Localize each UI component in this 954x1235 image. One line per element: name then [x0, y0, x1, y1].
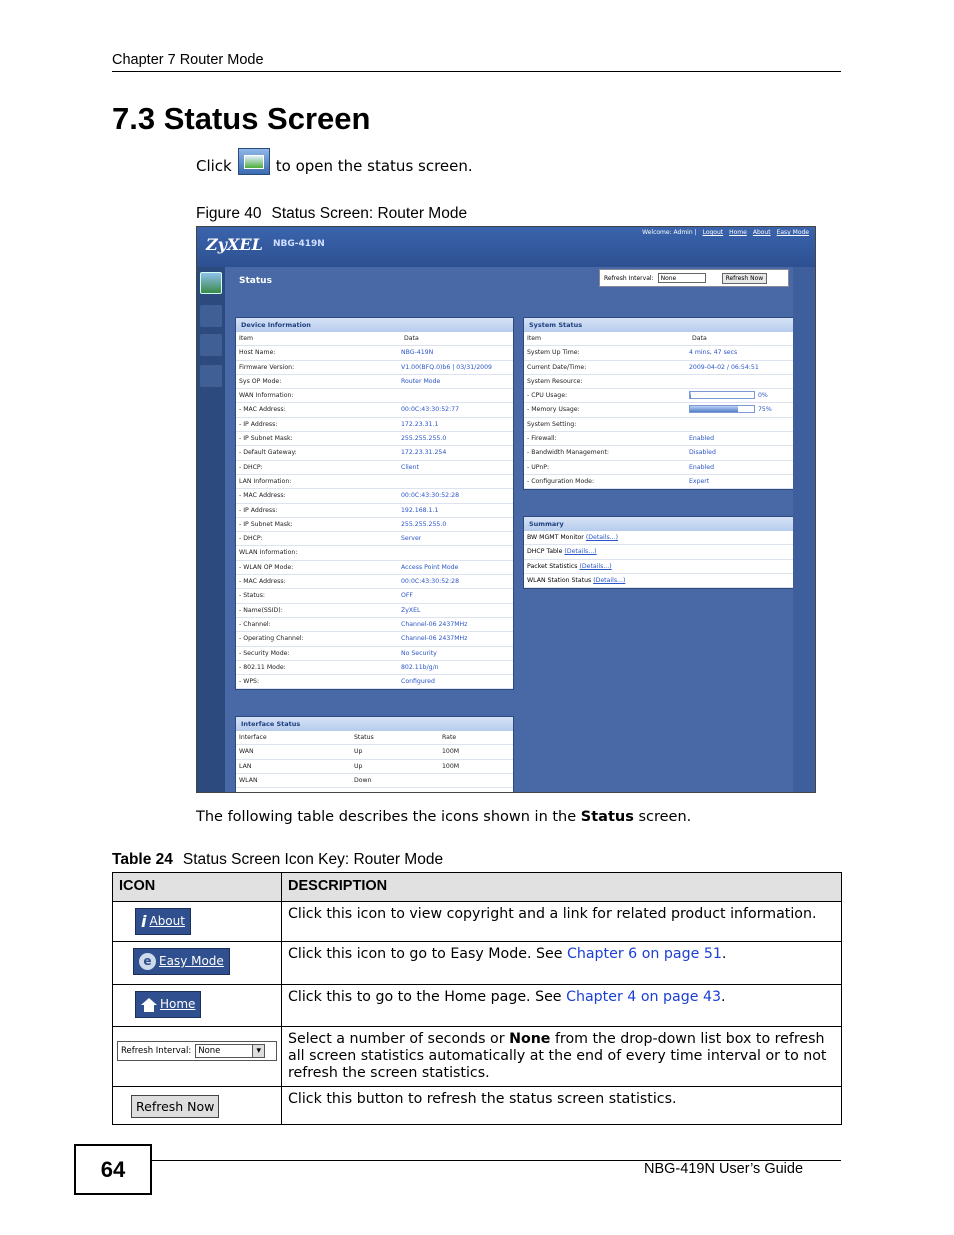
interface-cell: WAN [239, 748, 254, 756]
device-info-key: - WLAN OP Mode: [239, 563, 294, 571]
device-info-row [236, 546, 513, 560]
device-info-value: Client [401, 463, 419, 471]
device-info-key: - MAC Address: [239, 578, 286, 586]
refresh-interval-dropdown: None ▾ [195, 1044, 265, 1058]
status-screen-icon [238, 148, 270, 175]
system-status-key: - UPnP: [527, 463, 550, 471]
interface-cell: 100M [442, 762, 460, 770]
device-info-key: - IP Subnet Mask: [239, 520, 293, 528]
system-status-key: - Configuration Mode: [527, 477, 595, 485]
device-info-row [236, 403, 513, 417]
refresh-interval-control: Refresh Interval: None ▾ [117, 1041, 277, 1061]
system-status-title: System Status [524, 318, 801, 332]
device-info-value: 00:0C:43:30:52:28 [401, 578, 460, 586]
device-info-row [236, 361, 513, 375]
refresh-now-description: Click this button to refresh the status screen statistics. [282, 1087, 842, 1125]
device-info-key: WLAN Information: [239, 549, 298, 557]
usage-bar [689, 391, 755, 399]
device-info-value: 00:0C:43:30:52:28 [401, 492, 460, 500]
system-status-value [689, 403, 772, 416]
col-desc-header: DESCRIPTION [282, 873, 842, 902]
device-info-value: Server [401, 535, 422, 543]
device-info-key: Sys OP Mode: [239, 377, 282, 385]
table-intro: The following table describes the icons shown in the Status screen. [196, 809, 692, 825]
summary-row [524, 545, 801, 559]
device-info-key: - WPS: [239, 678, 260, 686]
status-heading: Status [239, 276, 272, 286]
device-info-value: V1.00(BFQ.0)b6 | 03/31/2009 [401, 363, 492, 371]
header-rule [112, 71, 841, 72]
interface-row [236, 745, 513, 759]
device-info-row [236, 589, 513, 603]
table-row [113, 902, 842, 942]
refresh-interval-box [599, 269, 789, 287]
interface-cell: Down [354, 776, 372, 784]
refresh-interval-label: Refresh Interval: [604, 274, 654, 282]
summary-row [524, 574, 801, 588]
interface-cell [439, 774, 442, 787]
home-link[interactable]: Home [729, 229, 747, 236]
device-info-value: NBG-419N [401, 349, 434, 357]
table-row [113, 942, 842, 985]
system-status-value [689, 389, 768, 402]
device-info-row [236, 375, 513, 389]
config-nav-icon[interactable] [200, 334, 222, 356]
summary-panel [523, 516, 802, 589]
device-info-value: 00:0C:43:30:52:77 [401, 406, 460, 414]
easy-mode-link[interactable]: Easy Mode [776, 229, 809, 236]
system-status-key: System Up Time: [527, 349, 580, 357]
table-label: Table 24 [112, 851, 173, 868]
system-status-key: - CPU Usage: [527, 392, 568, 400]
device-info-key: - Security Mode: [239, 649, 290, 657]
device-info-key: - Default Gateway: [239, 449, 297, 457]
model-name: NBG-419N [273, 239, 325, 249]
device-info-key: Firmware Version: [239, 363, 295, 371]
device-info-row [236, 389, 513, 403]
usage-bar [689, 405, 755, 413]
device-info-key: WAN Information: [239, 392, 294, 400]
status-nav-icon[interactable] [200, 272, 222, 294]
screenshot-topbar [197, 227, 815, 267]
summary-key: WLAN Station Status [527, 576, 594, 584]
device-info-value: 255.255.255.0 [401, 520, 447, 528]
device-info-key: LAN Information: [239, 477, 292, 485]
device-info-row [236, 346, 513, 360]
device-info-key: - MAC Address: [239, 492, 286, 500]
system-status-value: 4 mins, 47 secs [689, 349, 738, 357]
device-info-value: Access Point Mode [401, 563, 459, 571]
summary-row [524, 531, 801, 545]
logout-link[interactable]: Logout [702, 229, 724, 236]
status-screenshot [196, 226, 816, 793]
device-info-row [236, 661, 513, 675]
device-info-key: - IP Address: [239, 420, 278, 428]
system-status-panel [523, 317, 802, 490]
interface-status-panel [235, 716, 514, 793]
interface-cell: Up [354, 762, 363, 770]
chapter-6-link[interactable]: Chapter 6 on page 51 [566, 946, 722, 962]
device-info-title: Device Information [236, 318, 513, 332]
home-button: Home [135, 991, 201, 1018]
interface-status-header: Interface Status Rate [236, 731, 513, 745]
device-info-value: Configured [401, 678, 435, 686]
system-status-row [524, 346, 801, 360]
device-info-row [236, 461, 513, 475]
device-info-row [236, 418, 513, 432]
intro-line [196, 152, 473, 179]
summary-row [524, 560, 801, 574]
device-info-row [236, 575, 513, 589]
system-status-key: System Resource: [527, 377, 583, 385]
details-link[interactable]: (Details...) [585, 534, 619, 541]
footer-guide-title: NBG-419N User’s Guide [644, 1161, 804, 1177]
figure-label: Figure 40 [196, 205, 262, 222]
refresh-now-button[interactable]: Refresh Now [722, 273, 768, 284]
device-info-row [236, 489, 513, 503]
status-word: Status [580, 809, 634, 825]
device-info-value: Channel-06 2437MHz [401, 620, 468, 628]
interface-status-title: Interface Status [236, 717, 513, 731]
about-button: i About [135, 908, 191, 935]
system-status-key: - Firewall: [527, 435, 557, 443]
refresh-interval-description: Select a number of seconds or None from the drop-down list box to refresh all screen statistics automatically at the end of every time interval or to not refresh the screen statistics. [282, 1027, 842, 1087]
chapter-header: Chapter 7 Router Mode [112, 52, 264, 68]
system-status-row [524, 461, 801, 475]
table-caption [112, 851, 443, 869]
device-info-row [236, 561, 513, 575]
system-status-value: Disabled [689, 449, 716, 457]
device-info-value: OFF [401, 592, 413, 600]
system-status-row [524, 403, 801, 417]
device-info-row [236, 647, 513, 661]
device-info-header: Item Data [236, 332, 513, 346]
device-info-key: - Operating Channel: [239, 635, 304, 643]
device-info-value: 192.168.1.1 [401, 506, 439, 514]
device-info-row [236, 504, 513, 518]
table-row [113, 985, 842, 1027]
refresh-interval-select[interactable]: None [658, 273, 706, 283]
system-status-row [524, 389, 801, 403]
interface-row [236, 760, 513, 774]
easy-mode-icon: e [139, 953, 156, 970]
zyxel-logo: ZyXEL [206, 235, 263, 254]
summary-title: Summary [524, 517, 801, 531]
about-description: Click this icon to view copyright and a link for related product information. [282, 902, 842, 942]
device-info-key: - Status: [239, 592, 266, 600]
top-links [642, 229, 809, 236]
table-title: Status Screen Icon Key: Router Mode [182, 851, 444, 868]
device-info-value: 255.255.255.0 [401, 435, 447, 443]
about-link[interactable]: About [752, 229, 771, 236]
usage-bar-fill [690, 392, 691, 398]
device-info-value: No Security [401, 649, 437, 657]
details-link[interactable]: (Details...) [593, 576, 626, 584]
device-info-key: - DHCP: [239, 535, 263, 543]
system-status-value: Enabled [689, 435, 715, 443]
device-info-key: - Channel: [239, 620, 271, 628]
about-icon: i [141, 912, 147, 931]
device-info-value: 802.11b/g/n [401, 663, 439, 671]
device-info-key: - IP Address: [239, 506, 278, 514]
home-icon [141, 998, 157, 1012]
screenshot-rightbar [793, 267, 815, 793]
system-status-row [524, 375, 801, 389]
system-status-key: System Setting: [527, 420, 577, 428]
device-info-row [236, 432, 513, 446]
system-status-row [524, 361, 801, 375]
page-number: 64 [74, 1144, 152, 1195]
interface-cell: LAN [239, 762, 252, 770]
device-info-row [236, 475, 513, 489]
device-info-key: - Name(SSID): [239, 606, 283, 614]
device-info-row [236, 446, 513, 460]
section-title: 7.3 Status Screen [112, 101, 371, 136]
system-status-key: Current Date/Time: [527, 363, 587, 371]
system-status-row [524, 418, 801, 432]
usage-percent: 0% [758, 392, 768, 400]
device-info-value: 172.23.31.1 [401, 420, 439, 428]
device-info-value: Channel-06 2437MHz [401, 635, 468, 643]
table-row [113, 1027, 842, 1087]
intro-after: to open the status screen. [275, 156, 473, 175]
device-info-key: - IP Subnet Mask: [239, 435, 293, 443]
table-row [113, 1087, 842, 1125]
device-info-key: - MAC Address: [239, 406, 286, 414]
device-info-key: - 802.11 Mode: [239, 663, 286, 671]
system-status-key: - Memory Usage: [527, 406, 580, 414]
system-status-header: Item Data [524, 332, 801, 346]
interface-cell: 100M [442, 748, 460, 756]
details-link[interactable]: (Details...) [564, 548, 597, 556]
device-info-value: ZyXEL [401, 606, 421, 614]
intro-before: Click [196, 156, 232, 175]
summary-key: DHCP Table [527, 548, 565, 556]
device-info-value: Router Mode [401, 377, 441, 385]
summary-key: BW MGMT Monitor [527, 534, 586, 541]
col-icon-header: ICON [113, 873, 282, 902]
interface-cell: WLAN [239, 776, 258, 784]
usage-percent: 75% [758, 406, 772, 414]
device-info-row [236, 604, 513, 618]
home-description: Click this to go to the Home page. See Chapter 4 on page 43. [282, 985, 842, 1027]
system-status-key: - Bandwidth Management: [527, 449, 609, 457]
screenshot-main [225, 267, 793, 793]
usage-bar-fill [690, 406, 738, 412]
device-info-row [236, 618, 513, 632]
device-info-panel [235, 317, 514, 690]
system-status-value: Expert [689, 477, 710, 485]
system-status-row [524, 446, 801, 460]
figure-caption [196, 205, 467, 223]
welcome-text: Welcome: Admin | [642, 229, 697, 236]
system-status-row [524, 432, 801, 446]
device-info-value: 172.23.31.254 [401, 449, 447, 457]
device-info-key: Host Name: [239, 349, 276, 357]
interface-cell: Up [354, 748, 363, 756]
table-header-row [113, 873, 842, 902]
system-status-value: 2009-04-02 / 06:54:51 [689, 363, 759, 371]
summary-key: Packet Statistics [527, 562, 580, 570]
device-info-key: - DHCP: [239, 463, 263, 471]
chapter-4-link[interactable]: Chapter 4 on page 43 [566, 989, 722, 1005]
icon-key-table [112, 872, 842, 1125]
system-status-value: Enabled [689, 463, 715, 471]
details-link[interactable]: (Details...) [579, 562, 612, 570]
device-info-row [236, 518, 513, 532]
device-info-row [236, 532, 513, 546]
device-info-row [236, 675, 513, 689]
maintenance-nav-icon[interactable] [200, 365, 222, 387]
figure-title: Status Screen: Router Mode [271, 205, 468, 222]
monitor-nav-icon[interactable] [200, 305, 222, 327]
easy-mode-description: Click this icon to go to Easy Mode. See Chapter 6 on page 51. [282, 942, 842, 985]
screenshot-sidebar [197, 267, 225, 793]
interface-row [236, 774, 513, 788]
device-info-row [236, 632, 513, 646]
easy-mode-button: e Easy Mode [133, 948, 230, 975]
system-status-row [524, 475, 801, 489]
refresh-now-sample-button: Refresh Now [131, 1095, 219, 1118]
